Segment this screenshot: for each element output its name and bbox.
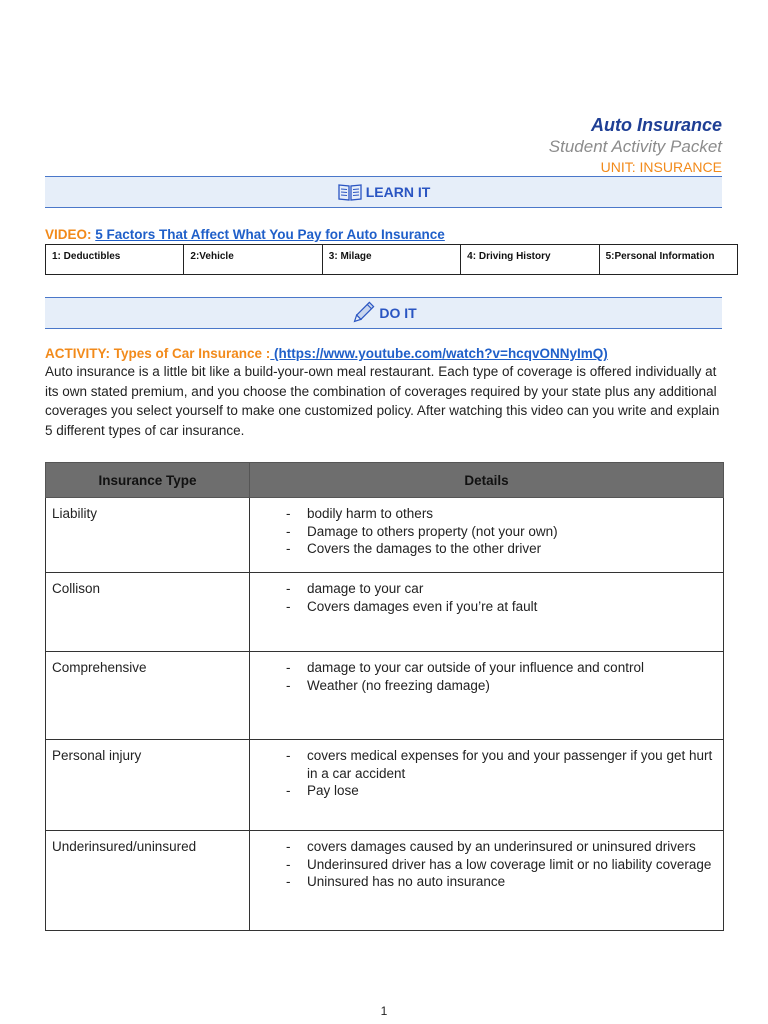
detail-item: - Damage to others property (not your own) <box>286 523 717 541</box>
table-row <box>46 652 724 740</box>
factor-cell: 1: Deductibles <box>46 245 184 275</box>
detail-item: - Weather (no freezing damage) <box>286 677 717 695</box>
detail-item: - Pay lose <box>286 782 717 800</box>
learn-it-banner <box>45 176 722 208</box>
detail-item: - Covers damages even if you’re at fault <box>286 598 717 616</box>
details-cell <box>250 740 724 831</box>
detail-item: - damage to your car <box>286 580 717 598</box>
page-number: 1 <box>380 1004 388 1018</box>
detail-item: - Covers the damages to the other driver <box>286 540 717 558</box>
insurance-type-cell: Personal injury <box>46 740 250 831</box>
video-prefix: VIDEO: <box>45 227 96 242</box>
factors-table <box>45 244 738 275</box>
header-insurance-type: Insurance Type <box>46 463 250 498</box>
insurance-types-table <box>45 462 724 931</box>
details-cell <box>250 831 724 931</box>
do-it-label: DO IT <box>379 305 417 321</box>
do-it-banner <box>45 297 722 329</box>
factor-cell: 5:Personal Information <box>599 245 737 275</box>
video-link[interactable]: 5 Factors That Affect What You Pay for Auto Insurance <box>95 227 445 242</box>
learn-it-label: LEARN IT <box>365 184 431 200</box>
activity-prefix: ACTIVITY: Types of Car Insurance : <box>45 346 271 361</box>
detail-item: - Underinsured driver has a low coverage limit or no liability coverage <box>286 856 717 874</box>
table-row <box>46 831 724 931</box>
detail-item: - bodily harm to others <box>286 505 717 523</box>
insurance-type-cell: Comprehensive <box>46 652 250 740</box>
table-row <box>46 573 724 652</box>
factor-cell: 4: Driving History <box>461 245 599 275</box>
detail-item: - Uninsured has no auto insurance <box>286 873 717 891</box>
video-line <box>45 227 445 242</box>
table-row <box>46 740 724 831</box>
unit-label: UNIT: INSURANCE <box>600 159 722 175</box>
details-cell <box>250 652 724 740</box>
insurance-type-cell: Underinsured/uninsured <box>46 831 250 931</box>
detail-item: - damage to your car outside of your influence and control <box>286 659 717 677</box>
activity-paragraph: Auto insurance is a little bit like a build-your-own meal restaurant. Each type of coverage is offered individually at its own stated premium, and you choose the combination of coverages required by your state plus any additional coverages you select yourself to make one customized policy. After watching this video can you write and explain 5 different types of car insurance. <box>45 364 720 438</box>
document-subtitle: Student Activity Packet <box>548 137 722 156</box>
insurance-type-cell: Collison <box>46 573 250 652</box>
document-title: Auto Insurance <box>590 115 722 135</box>
pencil-icon <box>350 300 376 326</box>
activity-link[interactable]: (https://www.youtube.com/watch?v=hcqvONNyImQ) <box>270 346 608 361</box>
details-cell <box>250 573 724 652</box>
book-icon <box>337 182 363 202</box>
detail-item: - covers medical expenses for you and your passenger if you get hurt in a car accident <box>286 747 717 782</box>
header-details: Details <box>250 463 724 498</box>
document-header <box>549 114 722 176</box>
factor-cell: 2:Vehicle <box>184 245 322 275</box>
factor-cell: 3: Milage <box>322 245 460 275</box>
details-cell <box>250 498 724 573</box>
insurance-type-cell: Liability <box>46 498 250 573</box>
detail-item: - covers damages caused by an underinsured or uninsured drivers <box>286 838 717 856</box>
activity-line <box>45 346 608 361</box>
table-row <box>46 498 724 573</box>
